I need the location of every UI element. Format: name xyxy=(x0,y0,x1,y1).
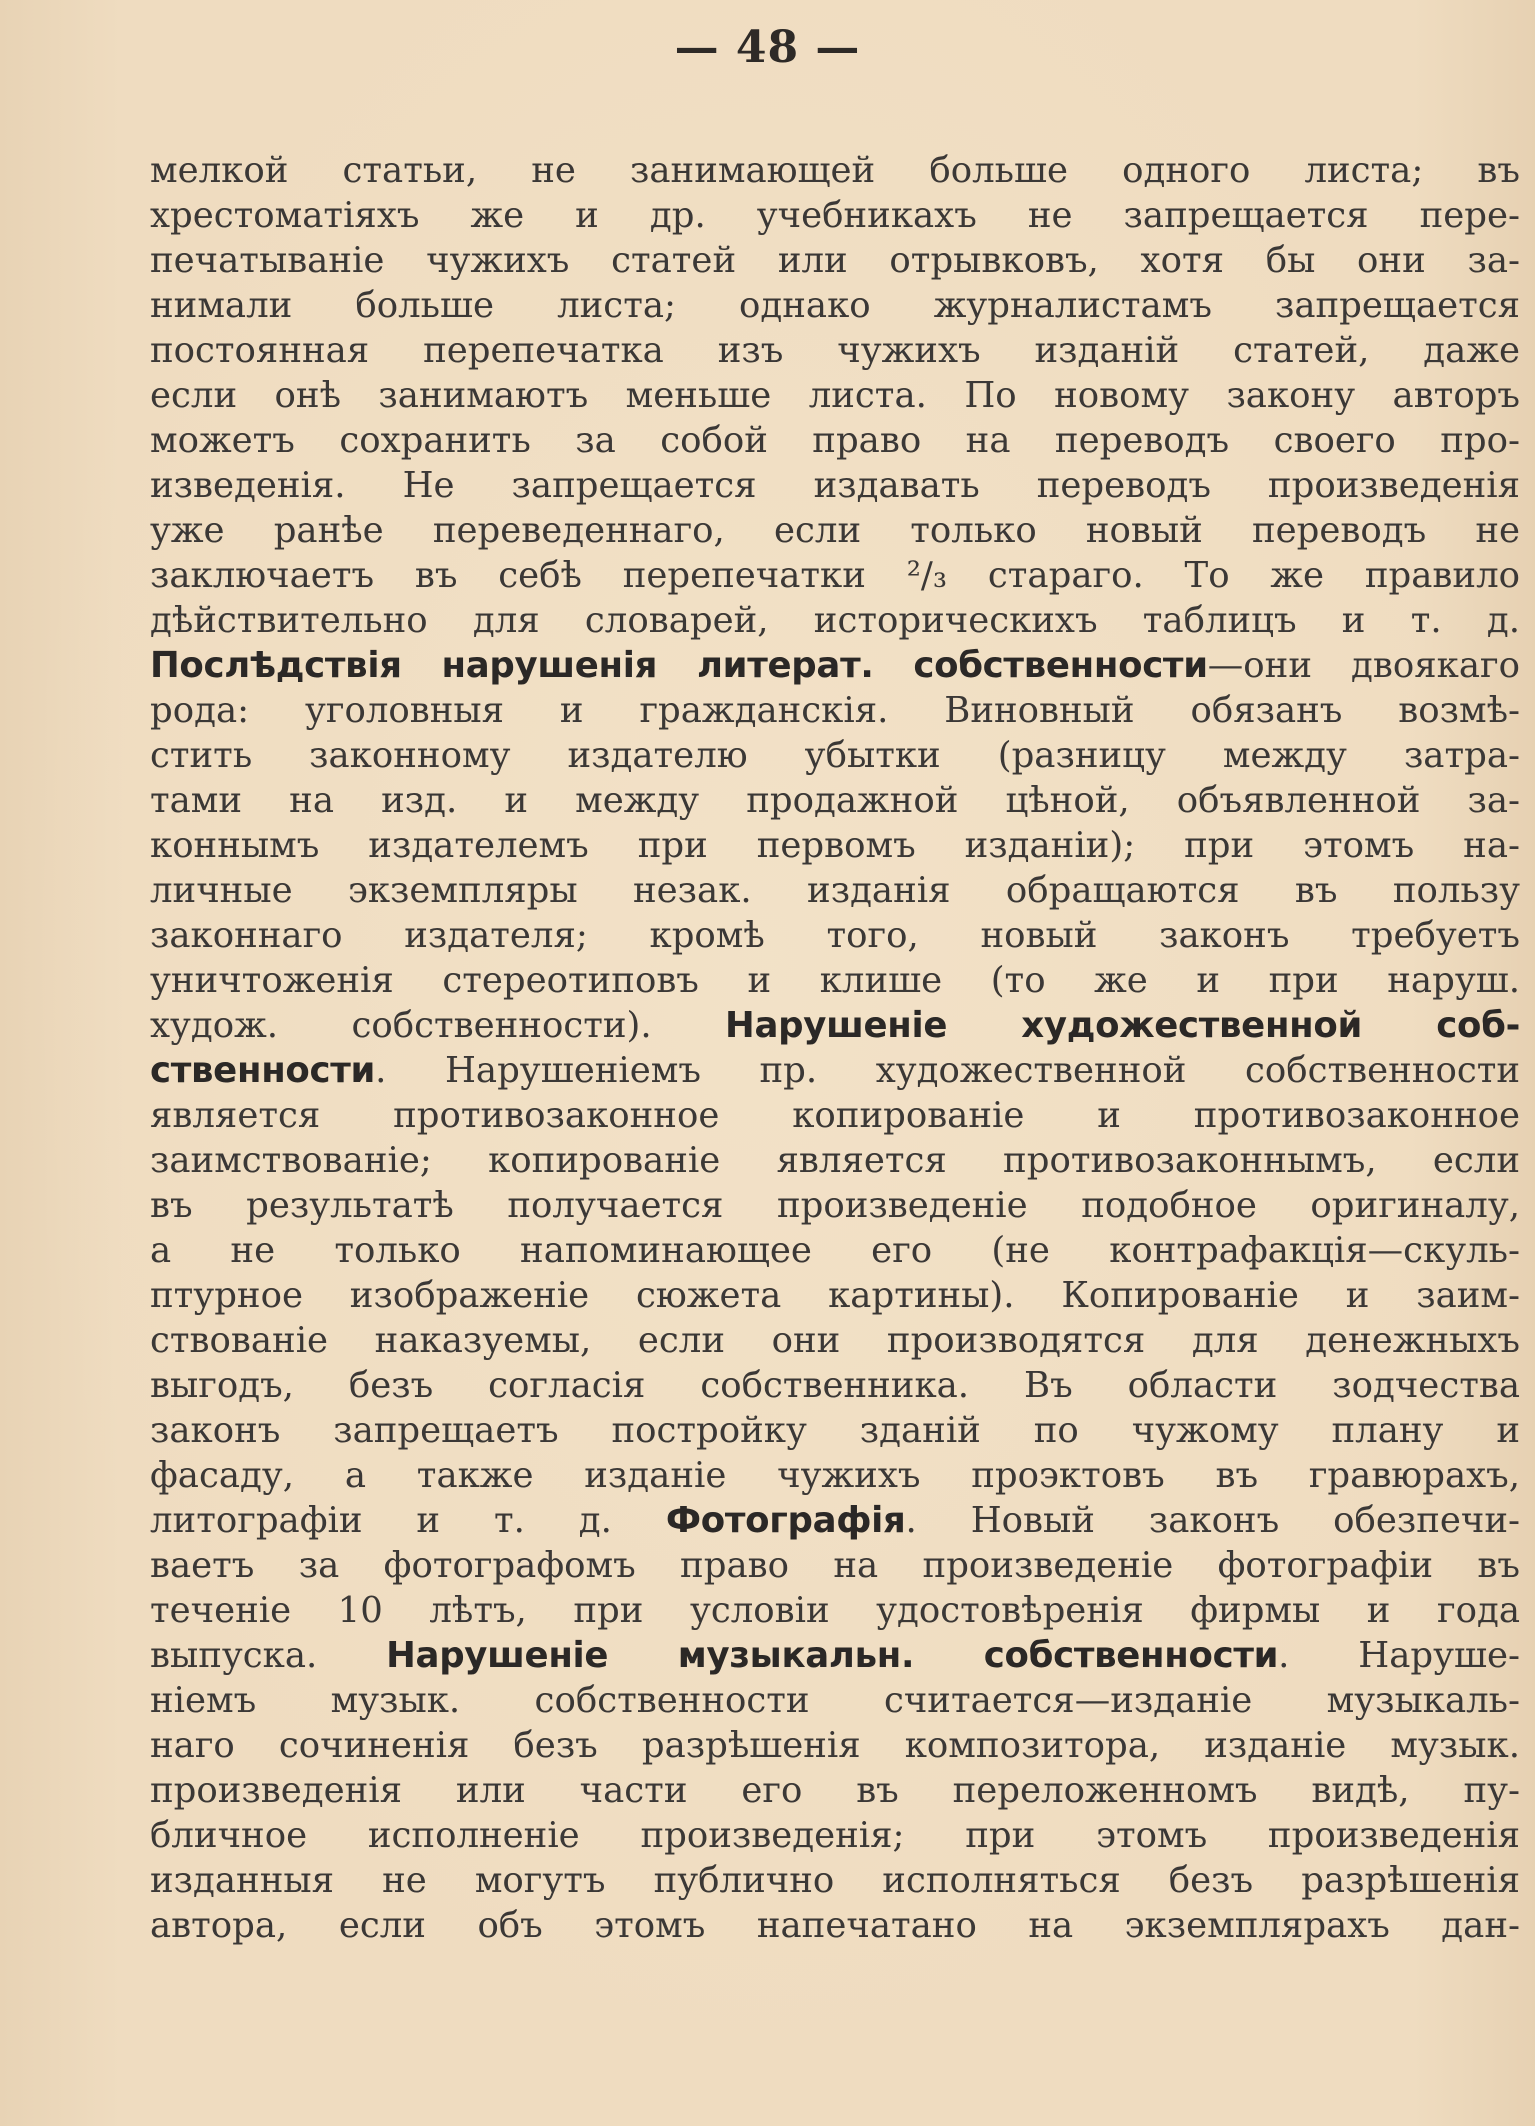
text-run: если онѣ занимаютъ меньше листа. По новому закону авторъ xyxy=(150,375,1520,416)
text-run: худож. собственности). xyxy=(150,1005,726,1046)
text-run: автора, если объ этомъ напечатано на экземплярахъ дан- xyxy=(150,1905,1520,1946)
text-run: уже ранѣе переведеннаго, если только новый переводъ не xyxy=(150,510,1520,551)
text-line xyxy=(150,643,1520,688)
text-line xyxy=(150,733,1520,778)
page-number: — 48 — xyxy=(674,22,861,73)
text-run: можетъ сохранить за собой право на переводъ своего про- xyxy=(150,420,1520,461)
text-run: выпуска. xyxy=(150,1635,387,1676)
text-run: заключаетъ въ себѣ перепечатки ²/₃ стараго. То же правило xyxy=(150,555,1520,596)
text-line xyxy=(150,1228,1520,1273)
section-heading: Нарушеніе музыкальн. собственности xyxy=(386,1635,1279,1676)
section-heading: Послѣдствія нарушенія литерат. собственности xyxy=(150,645,1208,686)
text-line xyxy=(150,1318,1520,1363)
text-run: уничтоженія стереотиповъ и клише (то же и при наруш. xyxy=(150,960,1520,1001)
text-line xyxy=(150,1363,1520,1408)
text-run: хрестоматіяхъ же и др. учебникахъ не запрещается пере- xyxy=(150,195,1520,236)
text-run: изведенія. Не запрещается издавать переводъ произведенія xyxy=(150,465,1520,506)
text-line xyxy=(150,553,1520,598)
text-line xyxy=(150,598,1520,643)
text-line xyxy=(150,1093,1520,1138)
text-line xyxy=(150,418,1520,463)
text-run: ствованіе наказуемы, если они производятся для денежныхъ xyxy=(150,1320,1520,1361)
text-run: рода: уголовныя и гражданскія. Виновный обязанъ возмѣ- xyxy=(150,690,1520,731)
text-line xyxy=(150,1498,1520,1543)
text-line xyxy=(150,1903,1520,1948)
text-run: бличное исполненіе произведенія; при этомъ произведенія xyxy=(150,1815,1520,1856)
text-run: мелкой статьи, не занимающей больше одного листа; въ xyxy=(150,150,1520,191)
text-line xyxy=(150,1858,1520,1903)
text-run: стить законному издателю убытки (разницу между затра- xyxy=(150,735,1520,776)
text-run: тами на изд. и между продажной цѣной, объявленной за- xyxy=(150,780,1520,821)
text-run: . Новый законъ обезпечи- xyxy=(905,1500,1520,1541)
text-line xyxy=(150,148,1520,193)
text-run: . Наруше- xyxy=(1278,1635,1521,1676)
text-line xyxy=(150,1678,1520,1723)
text-run: теченіе 10 лѣтъ, при условіи удостовѣренія фирмы и года xyxy=(150,1590,1520,1631)
section-heading: Нарушеніе художественной соб- xyxy=(725,1005,1520,1046)
text-run: заимствованіе; копированіе является противозаконнымъ, если xyxy=(150,1140,1520,1181)
section-heading: ственности xyxy=(150,1050,376,1091)
text-run: личные экземпляры незак. изданія обращаются въ пользу xyxy=(150,870,1520,911)
text-line xyxy=(150,1543,1520,1588)
text-run: законъ запрещаетъ постройку зданій по чужому плану и xyxy=(150,1410,1520,1451)
text-line xyxy=(150,1588,1520,1633)
text-line xyxy=(150,778,1520,823)
text-line xyxy=(150,868,1520,913)
text-line xyxy=(150,463,1520,508)
text-run: въ результатѣ получается произведеніе подобное оригиналу, xyxy=(150,1185,1520,1226)
text-run: коннымъ издателемъ при первомъ изданіи); при этомъ на- xyxy=(150,825,1520,866)
text-line xyxy=(150,1408,1520,1453)
text-line xyxy=(150,1453,1520,1498)
text-line xyxy=(150,1048,1520,1093)
section-heading: Фотографія xyxy=(665,1500,906,1541)
text-line xyxy=(150,1138,1520,1183)
text-line xyxy=(150,1723,1520,1768)
text-line xyxy=(150,283,1520,328)
text-line xyxy=(150,823,1520,868)
text-run: птурное изображеніе сюжета картины). Копированіе и заим- xyxy=(150,1275,1520,1316)
text-run: выгодъ, безъ согласія собственника. Въ области зодчества xyxy=(150,1365,1520,1406)
text-run: наго сочиненія безъ разрѣшенія композитора, изданіе музык. xyxy=(150,1725,1520,1766)
text-run: а не только напоминающее его (не контрафакція—скуль- xyxy=(150,1230,1520,1271)
text-run: фасаду, а также изданіе чужихъ проэктовъ въ гравюрахъ, xyxy=(150,1455,1520,1496)
text-run: ніемъ музык. собственности считается—изданіе музыкаль- xyxy=(150,1680,1520,1721)
text-line xyxy=(150,1633,1520,1678)
text-run: . Нарушеніемъ пр. художественной собственности xyxy=(375,1050,1520,1091)
text-line xyxy=(150,913,1520,958)
text-line xyxy=(150,508,1520,553)
text-run: —они двоякаго xyxy=(1207,645,1520,686)
text-line xyxy=(150,958,1520,1003)
text-run: постоянная перепечатка изъ чужихъ изданій статей, даже xyxy=(150,330,1520,371)
body-text xyxy=(150,148,1520,1948)
text-line xyxy=(150,1813,1520,1858)
text-run: законнаго издателя; кромѣ того, новый законъ требуетъ xyxy=(150,915,1520,956)
text-line xyxy=(150,1768,1520,1813)
text-run: нимали больше листа; однако журналистамъ запрещается xyxy=(150,285,1520,326)
text-line xyxy=(150,688,1520,733)
text-run: произведенія или части его въ переложенномъ видѣ, пу- xyxy=(150,1770,1520,1811)
text-line xyxy=(150,373,1520,418)
text-line xyxy=(150,238,1520,283)
text-line xyxy=(150,1183,1520,1228)
text-run: печатываніе чужихъ статей или отрывковъ, хотя бы они за- xyxy=(150,240,1520,281)
text-run: дѣйствительно для словарей, историческихъ таблицъ и т. д. xyxy=(150,600,1520,641)
text-line xyxy=(150,1273,1520,1318)
text-line xyxy=(150,193,1520,238)
text-run: является противозаконное копированіе и противозаконное xyxy=(150,1095,1520,1136)
text-run: изданныя не могутъ публично исполняться безъ разрѣшенія xyxy=(150,1860,1520,1901)
text-run: ваетъ за фотографомъ право на произведеніе фотографіи въ xyxy=(150,1545,1520,1586)
text-run: литографіи и т. д. xyxy=(150,1500,666,1541)
text-line xyxy=(150,1003,1520,1048)
text-line xyxy=(150,328,1520,373)
